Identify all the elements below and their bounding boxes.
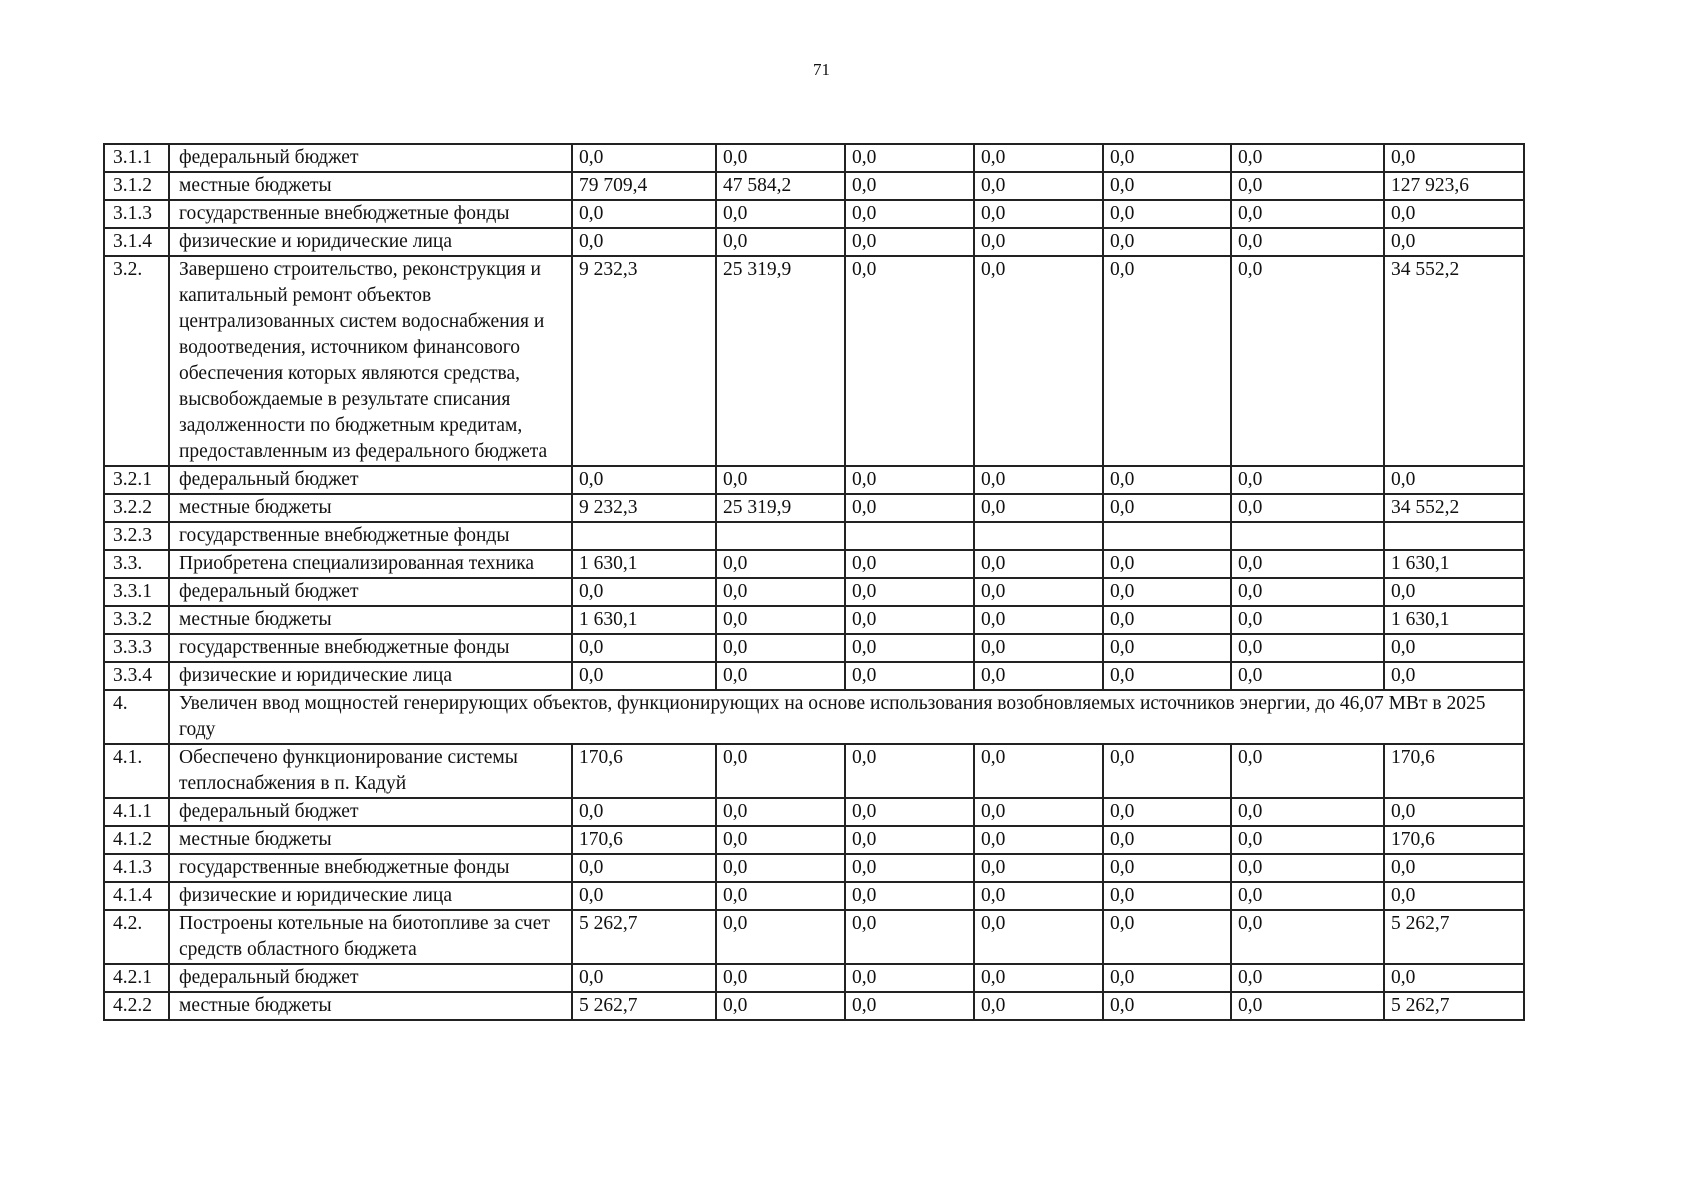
row-number: 3.3. <box>104 550 169 578</box>
row-name: физические и юридические лица <box>169 228 572 256</box>
value-cell-total: 34 552,2 <box>1384 256 1524 466</box>
value-cell-total: 0,0 <box>1384 798 1524 826</box>
table-row <box>104 606 1524 634</box>
table-row <box>104 992 1524 1020</box>
value-cell: 0,0 <box>1103 494 1231 522</box>
value-cell: 0,0 <box>974 634 1103 662</box>
row-name: местные бюджеты <box>169 606 572 634</box>
value-cell: 0,0 <box>1231 228 1384 256</box>
row-number: 4. <box>104 690 169 744</box>
table-row <box>104 854 1524 882</box>
value-cell <box>845 522 974 550</box>
row-number: 3.1.1 <box>104 144 169 172</box>
value-cell: 0,0 <box>974 256 1103 466</box>
value-cell: 0,0 <box>716 662 845 690</box>
row-number: 3.1.3 <box>104 200 169 228</box>
value-cell-total: 0,0 <box>1384 964 1524 992</box>
value-cell: 0,0 <box>716 744 845 798</box>
value-cell: 0,0 <box>845 256 974 466</box>
row-name: физические и юридические лица <box>169 662 572 690</box>
value-cell: 0,0 <box>1103 992 1231 1020</box>
row-name: местные бюджеты <box>169 494 572 522</box>
row-name: Обеспечено функционирование системы теплоснабжения в п. Кадуй <box>169 744 572 798</box>
value-cell: 25 319,9 <box>716 494 845 522</box>
value-cell: 0,0 <box>1231 662 1384 690</box>
value-cell: 0,0 <box>1231 992 1384 1020</box>
value-cell: 0,0 <box>1103 854 1231 882</box>
value-cell: 0,0 <box>845 466 974 494</box>
row-number: 3.2.3 <box>104 522 169 550</box>
value-cell: 0,0 <box>974 144 1103 172</box>
table-row <box>104 550 1524 578</box>
value-cell-total: 1 630,1 <box>1384 606 1524 634</box>
table-row <box>104 522 1524 550</box>
value-cell: 0,0 <box>716 550 845 578</box>
value-cell: 79 709,4 <box>572 172 716 200</box>
row-name: местные бюджеты <box>169 172 572 200</box>
value-cell-total: 0,0 <box>1384 466 1524 494</box>
value-cell: 0,0 <box>974 964 1103 992</box>
value-cell: 0,0 <box>716 228 845 256</box>
value-cell-total: 127 923,6 <box>1384 172 1524 200</box>
value-cell: 0,0 <box>572 854 716 882</box>
value-cell: 0,0 <box>1103 662 1231 690</box>
value-cell: 0,0 <box>1103 172 1231 200</box>
table-row <box>104 910 1524 964</box>
table-row <box>104 634 1524 662</box>
row-number: 3.2.2 <box>104 494 169 522</box>
row-number: 3.3.1 <box>104 578 169 606</box>
value-cell: 0,0 <box>974 578 1103 606</box>
table-row <box>104 228 1524 256</box>
value-cell: 0,0 <box>1231 882 1384 910</box>
row-number: 3.1.4 <box>104 228 169 256</box>
value-cell: 0,0 <box>716 578 845 606</box>
value-cell: 0,0 <box>845 606 974 634</box>
value-cell: 0,0 <box>845 882 974 910</box>
value-cell: 0,0 <box>1103 550 1231 578</box>
row-number: 4.2. <box>104 910 169 964</box>
value-cell-total: 0,0 <box>1384 578 1524 606</box>
value-cell: 9 232,3 <box>572 256 716 466</box>
value-cell: 0,0 <box>1103 826 1231 854</box>
value-cell: 0,0 <box>1231 494 1384 522</box>
value-cell: 0,0 <box>1231 578 1384 606</box>
row-name: федеральный бюджет <box>169 578 572 606</box>
value-cell: 0,0 <box>1231 964 1384 992</box>
table-row <box>104 826 1524 854</box>
value-cell: 0,0 <box>845 744 974 798</box>
table-row <box>104 744 1524 798</box>
value-cell-total: 5 262,7 <box>1384 992 1524 1020</box>
row-name: федеральный бюджет <box>169 964 572 992</box>
row-name: государственные внебюджетные фонды <box>169 854 572 882</box>
table-row <box>104 144 1524 172</box>
value-cell: 0,0 <box>716 992 845 1020</box>
row-name: государственные внебюджетные фонды <box>169 200 572 228</box>
value-cell: 0,0 <box>974 744 1103 798</box>
value-cell: 0,0 <box>716 200 845 228</box>
row-name: государственные внебюджетные фонды <box>169 634 572 662</box>
value-cell: 0,0 <box>845 578 974 606</box>
row-number: 4.1.4 <box>104 882 169 910</box>
row-name: физические и юридические лица <box>169 882 572 910</box>
value-cell <box>716 522 845 550</box>
value-cell: 0,0 <box>572 200 716 228</box>
value-cell: 0,0 <box>974 228 1103 256</box>
row-name: государственные внебюджетные фонды <box>169 522 572 550</box>
value-cell: 0,0 <box>716 634 845 662</box>
value-cell: 0,0 <box>845 826 974 854</box>
value-cell: 0,0 <box>572 228 716 256</box>
table-row <box>104 466 1524 494</box>
value-cell: 0,0 <box>974 466 1103 494</box>
value-cell: 0,0 <box>572 634 716 662</box>
value-cell: 0,0 <box>974 798 1103 826</box>
row-number: 4.1.3 <box>104 854 169 882</box>
value-cell: 0,0 <box>572 662 716 690</box>
value-cell: 0,0 <box>974 992 1103 1020</box>
row-number: 3.1.2 <box>104 172 169 200</box>
table-row <box>104 256 1524 466</box>
value-cell: 0,0 <box>974 826 1103 854</box>
value-cell: 0,0 <box>974 494 1103 522</box>
value-cell-total: 5 262,7 <box>1384 910 1524 964</box>
value-cell: 0,0 <box>716 910 845 964</box>
table-row <box>104 578 1524 606</box>
value-cell: 1 630,1 <box>572 606 716 634</box>
value-cell-total: 1 630,1 <box>1384 550 1524 578</box>
value-cell: 0,0 <box>716 466 845 494</box>
value-cell-total: 0,0 <box>1384 200 1524 228</box>
value-cell: 0,0 <box>572 466 716 494</box>
value-cell: 0,0 <box>1103 798 1231 826</box>
budget-table <box>103 143 1525 1021</box>
value-cell: 0,0 <box>572 882 716 910</box>
value-cell: 0,0 <box>845 550 974 578</box>
value-cell: 0,0 <box>974 854 1103 882</box>
value-cell: 0,0 <box>1231 744 1384 798</box>
section-title: Увеличен ввод мощностей генерирующих объектов, функционирующих на основе использования возобновляемых источников энергии, до 46,07 МВт в 2025 году <box>169 690 1524 744</box>
value-cell: 0,0 <box>1103 606 1231 634</box>
value-cell: 0,0 <box>845 634 974 662</box>
value-cell: 0,0 <box>716 144 845 172</box>
table-row <box>104 882 1524 910</box>
value-cell: 0,0 <box>845 798 974 826</box>
value-cell: 9 232,3 <box>572 494 716 522</box>
value-cell: 0,0 <box>845 200 974 228</box>
row-name: местные бюджеты <box>169 826 572 854</box>
row-name: Построены котельные на биотопливе за счет средств областного бюджета <box>169 910 572 964</box>
row-number: 3.3.2 <box>104 606 169 634</box>
value-cell <box>572 522 716 550</box>
value-cell: 0,0 <box>845 172 974 200</box>
value-cell: 0,0 <box>974 910 1103 964</box>
row-name: федеральный бюджет <box>169 798 572 826</box>
table-row <box>104 494 1524 522</box>
table-row <box>104 798 1524 826</box>
value-cell: 0,0 <box>572 144 716 172</box>
value-cell: 0,0 <box>1103 578 1231 606</box>
value-cell: 0,0 <box>845 494 974 522</box>
value-cell: 1 630,1 <box>572 550 716 578</box>
row-number: 3.2.1 <box>104 466 169 494</box>
table-row <box>104 200 1524 228</box>
value-cell <box>1103 522 1231 550</box>
value-cell: 170,6 <box>572 826 716 854</box>
value-cell: 0,0 <box>572 964 716 992</box>
value-cell: 0,0 <box>1231 200 1384 228</box>
page-number: 71 <box>813 60 830 79</box>
value-cell-total: 0,0 <box>1384 854 1524 882</box>
value-cell-total: 170,6 <box>1384 826 1524 854</box>
value-cell: 0,0 <box>974 172 1103 200</box>
row-number: 4.1. <box>104 744 169 798</box>
value-cell-total: 34 552,2 <box>1384 494 1524 522</box>
value-cell: 0,0 <box>1103 910 1231 964</box>
value-cell: 0,0 <box>845 228 974 256</box>
value-cell: 0,0 <box>716 798 845 826</box>
value-cell: 0,0 <box>845 992 974 1020</box>
row-number: 3.2. <box>104 256 169 466</box>
value-cell: 0,0 <box>1103 466 1231 494</box>
value-cell: 0,0 <box>974 662 1103 690</box>
row-number: 4.1.1 <box>104 798 169 826</box>
value-cell-total: 0,0 <box>1384 634 1524 662</box>
value-cell: 0,0 <box>1103 744 1231 798</box>
value-cell: 0,0 <box>572 578 716 606</box>
value-cell: 0,0 <box>1231 172 1384 200</box>
value-cell: 0,0 <box>1103 882 1231 910</box>
value-cell: 0,0 <box>1231 144 1384 172</box>
value-cell-total: 0,0 <box>1384 228 1524 256</box>
value-cell: 0,0 <box>716 882 845 910</box>
value-cell: 0,0 <box>974 606 1103 634</box>
value-cell: 0,0 <box>716 606 845 634</box>
table-row <box>104 172 1524 200</box>
value-cell: 0,0 <box>974 882 1103 910</box>
value-cell: 47 584,2 <box>716 172 845 200</box>
value-cell-total: 170,6 <box>1384 744 1524 798</box>
value-cell-total <box>1384 522 1524 550</box>
row-name: федеральный бюджет <box>169 466 572 494</box>
value-cell: 0,0 <box>1231 550 1384 578</box>
value-cell: 5 262,7 <box>572 992 716 1020</box>
value-cell: 0,0 <box>572 798 716 826</box>
table-row <box>104 690 1524 744</box>
value-cell: 25 319,9 <box>716 256 845 466</box>
value-cell: 170,6 <box>572 744 716 798</box>
value-cell: 0,0 <box>974 550 1103 578</box>
value-cell: 0,0 <box>974 200 1103 228</box>
value-cell: 0,0 <box>1103 144 1231 172</box>
value-cell: 0,0 <box>1103 964 1231 992</box>
value-cell: 0,0 <box>1231 910 1384 964</box>
value-cell: 0,0 <box>845 854 974 882</box>
row-number: 4.2.1 <box>104 964 169 992</box>
value-cell <box>1231 522 1384 550</box>
table-row <box>104 662 1524 690</box>
value-cell: 0,0 <box>1231 466 1384 494</box>
value-cell: 0,0 <box>716 854 845 882</box>
row-number: 3.3.3 <box>104 634 169 662</box>
value-cell: 0,0 <box>845 662 974 690</box>
value-cell: 0,0 <box>716 964 845 992</box>
budget-table-body <box>104 144 1524 1020</box>
value-cell: 0,0 <box>1231 826 1384 854</box>
value-cell: 0,0 <box>1231 634 1384 662</box>
row-number: 4.1.2 <box>104 826 169 854</box>
value-cell: 0,0 <box>1103 256 1231 466</box>
value-cell: 0,0 <box>1103 228 1231 256</box>
row-name: местные бюджеты <box>169 992 572 1020</box>
value-cell: 0,0 <box>845 910 974 964</box>
value-cell-total: 0,0 <box>1384 662 1524 690</box>
value-cell: 5 262,7 <box>572 910 716 964</box>
value-cell: 0,0 <box>845 144 974 172</box>
table-row <box>104 964 1524 992</box>
row-number: 3.3.4 <box>104 662 169 690</box>
value-cell-total: 0,0 <box>1384 144 1524 172</box>
row-name: федеральный бюджет <box>169 144 572 172</box>
value-cell: 0,0 <box>1103 200 1231 228</box>
value-cell: 0,0 <box>716 826 845 854</box>
value-cell: 0,0 <box>1231 606 1384 634</box>
row-name: Приобретена специализированная техника <box>169 550 572 578</box>
value-cell: 0,0 <box>1231 256 1384 466</box>
row-number: 4.2.2 <box>104 992 169 1020</box>
value-cell: 0,0 <box>1231 854 1384 882</box>
value-cell: 0,0 <box>1103 634 1231 662</box>
value-cell-total: 0,0 <box>1384 882 1524 910</box>
value-cell: 0,0 <box>845 964 974 992</box>
value-cell <box>974 522 1103 550</box>
value-cell: 0,0 <box>1231 798 1384 826</box>
row-name: Завершено строительство, реконструкция и капитальный ремонт объектов централизованных систем водоснабжения и водоотведения, источником финансового обеспечения которых являются средства, высвобождаемые в результате списания задолженности по бюджетным кредитам, предоставленным из федерального бюджета <box>169 256 572 466</box>
